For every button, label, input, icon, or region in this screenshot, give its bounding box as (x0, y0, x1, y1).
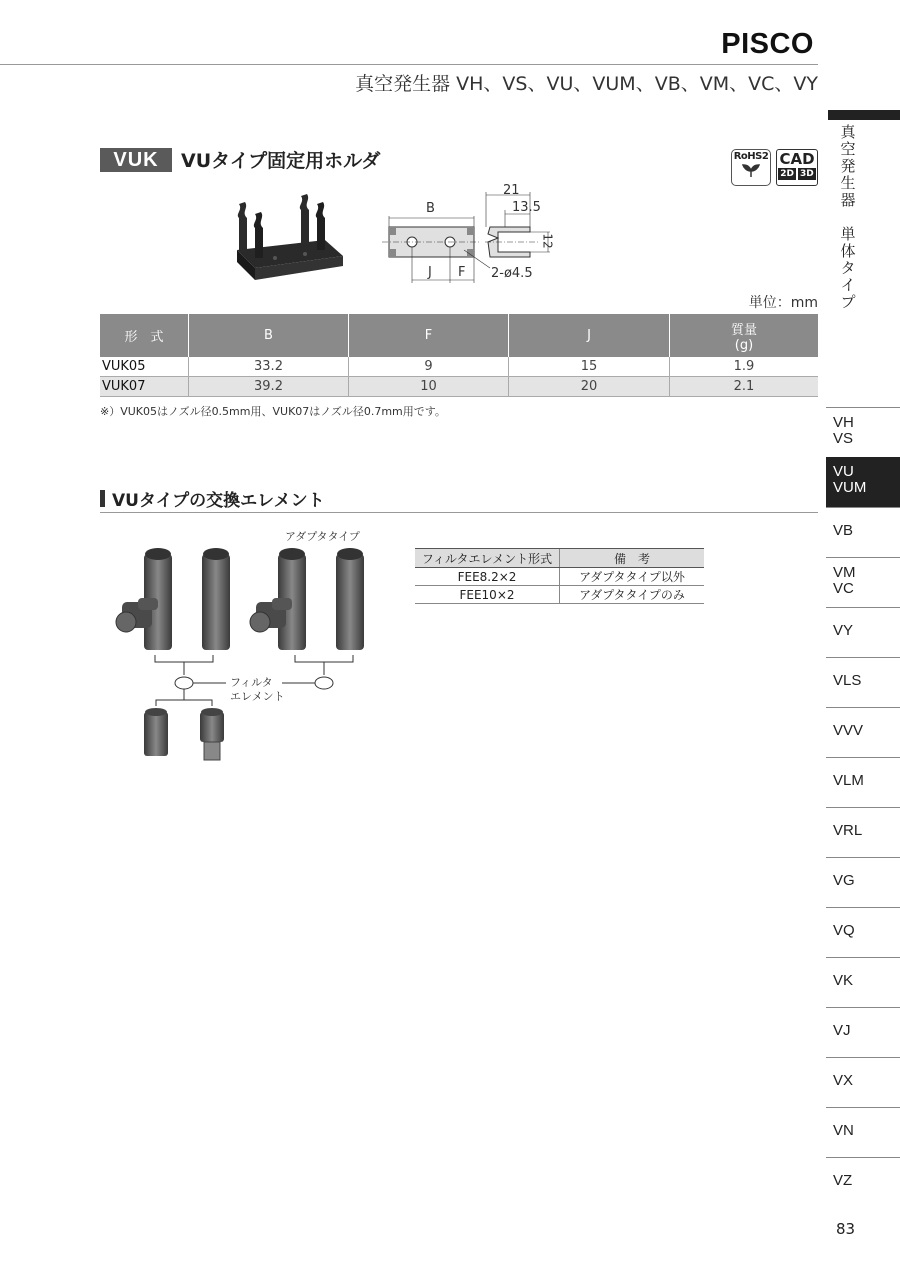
sidebar-item-vh-vs[interactable]: VH VS (826, 407, 900, 457)
cell-b: 39.2 (189, 377, 349, 397)
sidebar-item-vn[interactable]: VN (826, 1107, 900, 1157)
sidebar-category-label: 真 空 発 生 器 単 体 タ イ プ (840, 123, 856, 311)
hole-label: 2-ø4.5 (491, 266, 533, 281)
cell-remarks: アダプタタイプ以外 (560, 568, 705, 586)
col-f: F (349, 314, 509, 357)
dim-b-label: B (426, 201, 435, 216)
col-mass-label: 質量 (730, 322, 757, 338)
cad-3d-label: 3D (800, 169, 814, 179)
adapter-type-label: アダプタタイプ (285, 530, 360, 543)
dim-13-5-label: 13.5 (512, 200, 541, 215)
sidebar-item-vb[interactable]: VB (826, 507, 900, 557)
footnote: ※）VUK05はノズル径0.5mm用、VUK07はノズル径0.7mm用です。 (100, 405, 446, 418)
sidebar-item-vk[interactable]: VK (826, 957, 900, 1007)
cell-j: 15 (509, 357, 670, 377)
section-divider (100, 512, 818, 513)
cell-element-model: FEE10×2 (415, 586, 560, 604)
cell-element-model: FEE8.2×2 (415, 568, 560, 586)
cad-badge[interactable] (776, 149, 818, 186)
cell-f: 9 (349, 357, 509, 377)
table-row (100, 377, 818, 397)
cell-mass: 1.9 (670, 357, 819, 377)
col-b: B (189, 314, 349, 357)
filter-label-2: エレメント (230, 690, 285, 703)
sidebar-item-vm-vc[interactable]: VM VC (826, 557, 900, 607)
table-row (415, 586, 704, 604)
product-code-badge: VUK (100, 148, 172, 172)
cell-b: 33.2 (189, 357, 349, 377)
rohs-badge (731, 149, 771, 186)
col-j: J (509, 314, 670, 357)
dim-j-label: J (428, 265, 432, 280)
col-mass (670, 314, 819, 357)
col-model: 形 式 (100, 314, 189, 357)
page-number: 83 (836, 1220, 856, 1238)
sidebar-item-vls[interactable]: VLS (826, 657, 900, 707)
leaf-icon (739, 162, 763, 178)
header-divider (0, 64, 818, 65)
sidebar-item-vg[interactable]: VG (826, 857, 900, 907)
col-remarks: 備 考 (560, 549, 705, 568)
holder-product-image (225, 188, 355, 288)
brand-logo: PISCO (721, 28, 814, 60)
sidebar-item-vx[interactable]: VX (826, 1057, 900, 1107)
dim-f-label: F (458, 265, 466, 280)
col-element-model: フィルタエレメント形式 (415, 549, 560, 568)
cell-mass: 2.1 (670, 377, 819, 397)
spec-table-header (100, 314, 818, 357)
sidebar-item-vrl[interactable]: VRL (826, 807, 900, 857)
spec-table (100, 314, 818, 397)
element-table (415, 548, 704, 604)
cad-2d-label: 2D (780, 169, 794, 179)
sidebar-item-vz[interactable]: VZ (826, 1157, 900, 1207)
section-title: VUタイプの交換エレメント (112, 491, 325, 511)
vacuum-generator-illustration (108, 540, 368, 770)
section-marker (100, 490, 105, 507)
cell-model: VUK07 (100, 377, 189, 397)
element-table-header (415, 549, 704, 568)
sidebar-category-tab (828, 110, 900, 120)
sidebar-item-vu-vum[interactable]: VU VUM (826, 457, 900, 507)
page-subtitle: 真空発生器 VH、VS、VU、VUM、VB、VM、VC、VY (355, 73, 818, 95)
col-mass-unit: (g) (734, 337, 754, 353)
filter-label-1: フィルタ (230, 676, 273, 689)
table-row (415, 568, 704, 586)
sidebar-item-vq[interactable]: VQ (826, 907, 900, 957)
dim-12-label: 12 (540, 233, 555, 249)
cell-f: 10 (349, 377, 509, 397)
table-row (100, 357, 818, 377)
sidebar-item-vy[interactable]: VY (826, 607, 900, 657)
rohs-label: RoHS2 (733, 151, 769, 162)
cell-j: 20 (509, 377, 670, 397)
cell-model: VUK05 (100, 357, 189, 377)
cell-remarks: アダプタタイプのみ (560, 586, 705, 604)
product-title: VUタイプ固定用ホルダ (181, 150, 381, 172)
sidebar-item-vvv[interactable]: VVV (826, 707, 900, 757)
sidebar-item-vlm[interactable]: VLM (826, 757, 900, 807)
sidebar-item-vj[interactable]: VJ (826, 1007, 900, 1057)
unit-label: 単位：mm (748, 295, 818, 311)
dim-21-label: 21 (503, 183, 520, 198)
cad-label: CAD (779, 150, 815, 168)
